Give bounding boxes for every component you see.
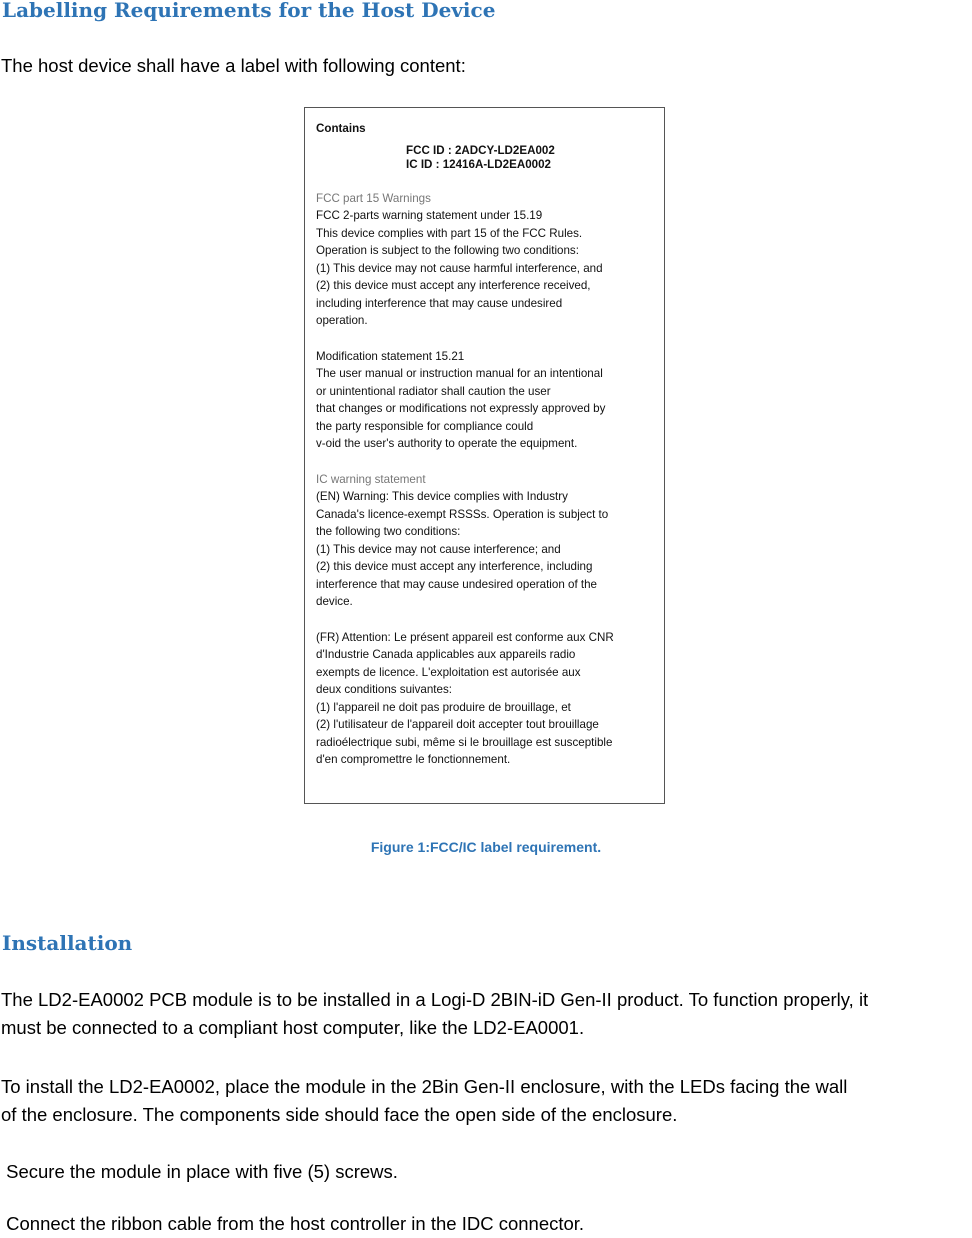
installation-paragraph-1-line-1: The LD2-EA0002 PCB module is to be installed in a Logi-D 2BIN-iD Gen-II product. To function properly, it	[1, 989, 869, 1010]
label-fcc-line: operation.	[316, 314, 368, 327]
figure-caption: Figure 1:FCC/IC label requirement.	[370, 839, 602, 855]
section-heading-installation: Installation	[2, 931, 133, 955]
fcc-ic-label-figure	[304, 107, 665, 804]
label-fr-line: d'en compromettre le fonctionnement.	[316, 753, 511, 766]
label-en-line: (EN) Warning: This device complies with Industry	[316, 490, 568, 503]
label-mod-line: that changes or modifications not expressly approved by	[316, 402, 606, 415]
installation-paragraph-2-line-2: of the enclosure. The components side should face the open side of the enclosure.	[1, 1104, 678, 1125]
label-fr-line: radioélectrique subi, même si le brouillage est susceptible	[316, 735, 613, 749]
label-mod-line: the party responsible for compliance could	[316, 419, 534, 433]
label-en-line: (2) this device must accept any interference, including	[316, 560, 593, 573]
installation-paragraph-1-line-2: must be connected to a compliant host computer, like the LD2-EA0001.	[1, 1017, 585, 1038]
installation-paragraph-3: Secure the module in place with five (5) screws.	[1, 1161, 398, 1182]
label-fcc-id: FCC ID : 2ADCY-LD2EA002	[406, 143, 555, 157]
label-fr-line: deux conditions suivantes:	[316, 683, 452, 696]
label-mod-line: The user manual or instruction manual for an intentional	[316, 367, 603, 380]
label-fr-line: (FR) Attention: Le présent appareil est conforme aux CNR	[316, 630, 614, 644]
label-en-line: interference that may cause undesired operation of the	[316, 577, 598, 591]
label-fr-line: d'Industrie Canada applicables aux appareils radio	[316, 648, 576, 661]
label-en-line: (1) This device may not cause interference; and	[316, 542, 561, 556]
label-fcc-line: (2) this device must accept any interference received,	[316, 279, 591, 292]
label-mod-line: Modification statement 15.21	[316, 349, 465, 363]
label-fcc-line: including interference that may cause undesired	[316, 296, 563, 310]
label-fr-line: exempts de licence. L'exploitation est autorisée aux	[316, 665, 581, 679]
section-heading-labelling: Labelling Requirements for the Host Device	[2, 0, 496, 22]
label-ic-id: IC ID : 12416A-LD2EA0002	[406, 157, 551, 171]
installation-paragraph-4: Connect the ribbon cable from the host controller in the IDC connector.	[1, 1213, 585, 1234]
label-mod-line: v-oid the user's authority to operate the equipment.	[316, 437, 578, 450]
label-ic-header: IC warning statement	[316, 472, 426, 486]
label-contains: Contains	[316, 122, 366, 135]
label-en-line: Canada's licence-exempt RSSSs. Operation is subject to	[316, 507, 609, 521]
label-fcc-line: (1) This device may not cause harmful interference, and	[316, 261, 603, 275]
label-fcc-line: FCC 2-parts warning statement under 15.19	[316, 209, 543, 222]
label-en-line: the following two conditions:	[316, 525, 461, 538]
label-fr-line: (2) l'utilisateur de l'appareil doit accepter tout brouillage	[316, 718, 599, 731]
installation-paragraph-2-line-1: To install the LD2-EA0002, place the module in the 2Bin Gen-II enclosure, with the LEDs facing the wall	[1, 1076, 848, 1097]
label-en-line: device.	[316, 595, 353, 608]
label-mod-line: or unintentional radiator shall caution the user	[316, 384, 551, 398]
label-fcc-line: This device complies with part 15 of the FCC Rules.	[316, 226, 583, 240]
label-fcc-line: Operation is subject to the following two conditions:	[316, 244, 579, 257]
label-fr-line: (1) l'appareil ne doit pas produire de brouillage, et	[316, 700, 571, 714]
label-fcc-header: FCC part 15 Warnings	[316, 191, 431, 205]
intro-paragraph: The host device shall have a label with following content:	[1, 55, 466, 76]
